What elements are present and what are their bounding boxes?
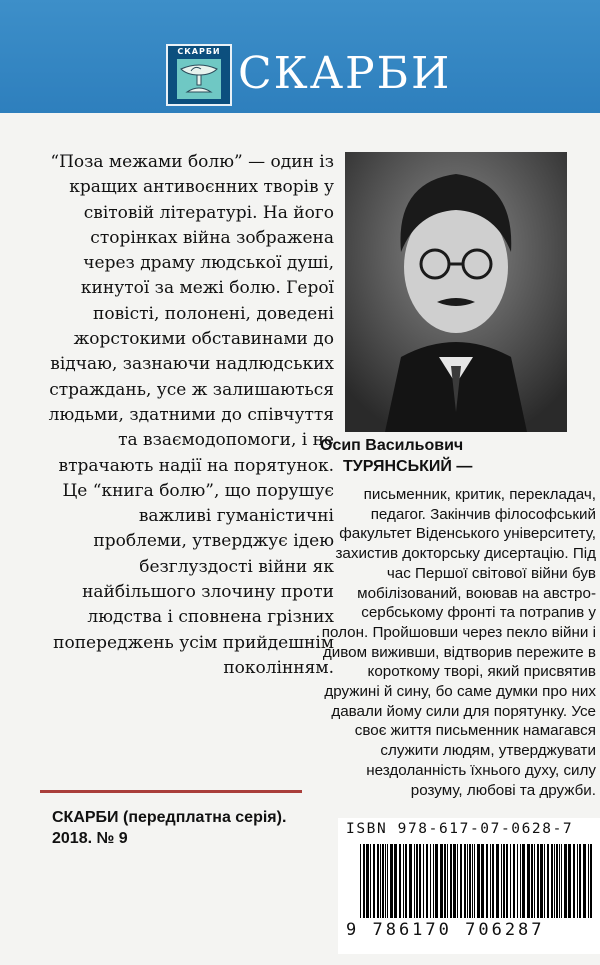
barcode-bar [390, 844, 393, 918]
barcode-bar [444, 844, 446, 918]
barcode-bar [409, 844, 412, 918]
barcode-bar [513, 844, 515, 918]
barcode-bar [377, 844, 379, 918]
header-band [0, 0, 600, 113]
barcode-bar [440, 844, 443, 918]
barcode-bar [385, 844, 386, 918]
barcode-bar [447, 844, 448, 918]
barcode-bar [564, 844, 567, 918]
series-line-2: 2018. № 9 [52, 830, 128, 847]
barcode-bar [496, 844, 499, 918]
barcode-bar [510, 844, 511, 918]
barcode-bar [537, 844, 539, 918]
barcode-bar [363, 844, 365, 918]
barcode-bar [419, 844, 421, 918]
barcode-bar [492, 844, 494, 918]
barcode-bar [577, 844, 578, 918]
barcode-bar [556, 844, 558, 918]
barcode-bar [481, 844, 484, 918]
barcode-bar [559, 844, 560, 918]
barcode-bar [490, 844, 491, 918]
barcode-bar [405, 844, 407, 918]
barcode-bar [433, 844, 434, 918]
barcode-bar [472, 844, 473, 918]
barcode-bar [588, 844, 589, 918]
author-portrait [345, 152, 567, 432]
barcode-bar [370, 844, 371, 918]
barcode-bar [590, 844, 592, 918]
barcode-bar [477, 844, 480, 918]
barcode-bar [399, 844, 401, 918]
barcode-bar [486, 844, 488, 918]
barcode-bar [387, 844, 388, 918]
barcode-bar [464, 844, 466, 918]
barcode-bar [450, 844, 452, 918]
barcode-bar [366, 844, 369, 918]
barcode-bar [551, 844, 553, 918]
barcode-bar [430, 844, 431, 918]
barcode-bar [531, 844, 533, 918]
barcode-bar [544, 844, 545, 918]
barcode-bar [561, 844, 562, 918]
barcode-bar [382, 844, 384, 918]
barcode-bar [573, 844, 575, 918]
barcode-bar [517, 844, 518, 918]
barcode-bar [583, 844, 586, 918]
barcode-bar [426, 844, 428, 918]
author-bio: письменник, критик, перекладач, педагог. Закінчив філософський факультет Віденського університету, захистив докторську дисертацію. Під час Першої світової війни був мобілізований, воював на австро-сербському фронті та потрапив у полон. Пройшовши через пекло війни і дивом виживши, відтворив пережите в короткому творі, який присвятив дружині й сину, бо саме думки про них давали йому сили для порятунку. Усе своє життя письменник намагався служити людям, утверджувати нездоланність їхнього духу, силу розуму, любові та дружби. [321, 486, 596, 799]
logo-label: СКАРБИ [177, 47, 221, 56]
barcode-bar [547, 844, 549, 918]
barcode-bar [527, 844, 530, 918]
publisher-logo [166, 44, 232, 106]
barcode-bar [503, 844, 505, 918]
barcode-bar [522, 844, 525, 918]
author-first-names: Осип Васильович [320, 437, 464, 454]
series-title: СКАРБИ [238, 48, 452, 99]
barcode-bar [423, 844, 424, 918]
barcode-bar [394, 844, 397, 918]
lead-paragraph: “Поза межами болю” — один із кращих антивоєнних творів у світовій літературі. На його сторінках війна зображена через драму людської душі, кинутої за межі болю. Герої повісті, полонені, доведені жорстокими обставинами до відчаю, зазнаючи надлюдських страждань, усе ж залишаються людьми, здатними до співчуття та взаємодопомоги, і не втрачають надії на порятунок. Це “книга болю”, що порушує важливі гуманістичні проблеми, утверджує ідею безглуздості війни як найбільшого злочину проти людства і сповнена грізних попереджень усім прийдешнім поколінням. [48, 152, 334, 678]
barcode-bar [457, 844, 458, 918]
barcode-bar [453, 844, 456, 918]
author-last-name: ТУРЯНСЬКИЙ — [343, 458, 473, 475]
divider-line [40, 790, 302, 793]
barcode-bar [414, 844, 415, 918]
barcode-bar [416, 844, 418, 918]
series-info [52, 807, 286, 849]
barcode-bar [435, 844, 438, 918]
barcode-bar [467, 844, 468, 918]
barcode-bar [579, 844, 581, 918]
barcode-bar [540, 844, 543, 918]
barcode-bar [373, 844, 375, 918]
barcode-bar [501, 844, 502, 918]
barcode-bar [474, 844, 475, 918]
barcode-bar [554, 844, 555, 918]
isbn-text: ISBN 978-617-07-0628-7 [346, 821, 574, 837]
barcode-bar [360, 844, 361, 918]
cup-icon [177, 59, 221, 99]
barcode-bar [506, 844, 508, 918]
ean-number: 9 786170 706287 [346, 920, 545, 940]
barcode-bar [469, 844, 471, 918]
barcode-bar [534, 844, 535, 918]
barcode-bar [380, 844, 381, 918]
barcode-bar [520, 844, 521, 918]
barcode-bar [568, 844, 571, 918]
barcode-bar [460, 844, 462, 918]
barcode-bar [403, 844, 404, 918]
barcode-bars [360, 844, 592, 918]
series-line-1: СКАРБИ (передплатна серія). [52, 809, 287, 826]
